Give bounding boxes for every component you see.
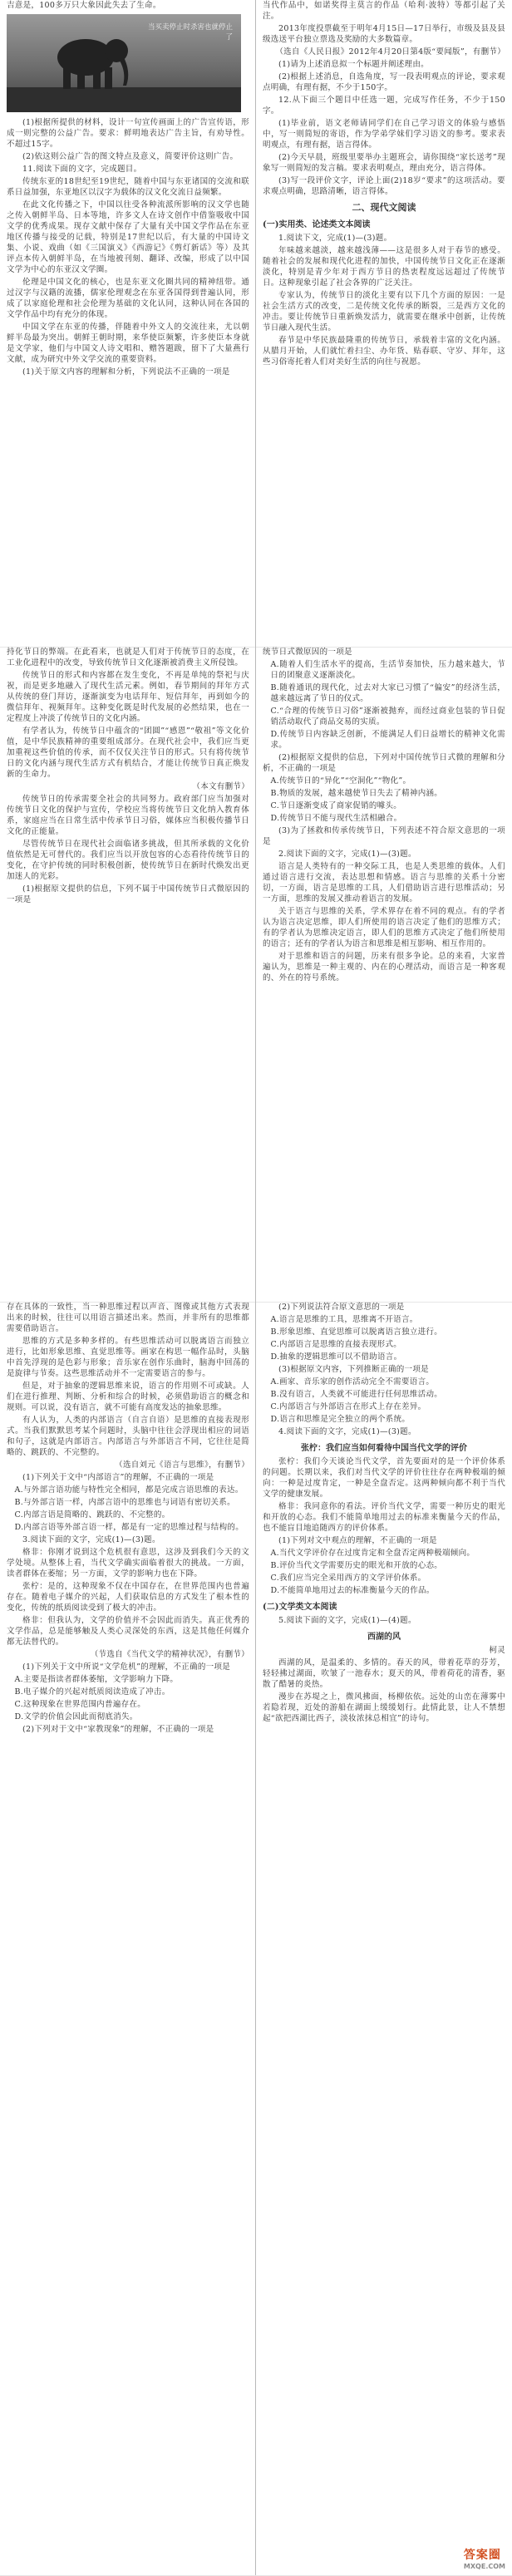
paragraph: 在此文化传播之下，中国以往受各种流派所影响的汉文学也随之传入朝鲜半岛、日本等地，许多文人在诗文创作中借鉴吸收中国文学的优秀成果。现存文献中保存了大量有关中国文学作品在东亚地区传播与接受的记载，特别是17世纪以后，有大量的中国诗文集、小说、戏曲（如《三国演义》《西游记》《剪灯新话》等）及其评点本传入朝鲜半岛，在当地被刊刻、翻译、改编，形成了以中国文学为中心的东亚汉文学圈。 bbox=[7, 200, 249, 274]
paragraph: 3.阅读下面的文字，完成(1)—(3)题。 bbox=[22, 1535, 160, 1544]
answer-option: C.内部语言是思维的直接表现形式。 bbox=[270, 1340, 402, 1349]
paragraph: 西湖的风，是温柔的、多情的。春天的风，带着花草的芬芳，轻轻拂过湖面，吹皱了一池春水；夏天的风，带着荷花的清香，驱散了酷暑的炎热。 bbox=[263, 1658, 505, 1689]
answer-option: B.与外部言语一样，内部言语中的思维也与词语有密切关系。 bbox=[14, 1498, 235, 1507]
answer-option: D.内部言语等外部言语一样，都是有一定的思维过程与结构的。 bbox=[14, 1523, 244, 1532]
paragraph: 对于思维和语言的问题，历来有很多争论。总的来看，大家普遍认为，思维是一种主观的、内在的心理活动，而语言是一种客观的、外在的符号系统。 bbox=[263, 952, 505, 983]
ad-photo-caption: 当买卖停止时杀害也就停止了 bbox=[147, 23, 233, 42]
answer-option: C.“合理的传统节日习俗”逐渐被抛弃，而经过商业包装的节日促销活动取代了商品交易的实质。 bbox=[270, 707, 505, 727]
paragraph: 漫步在苏堤之上，微风拂面，杨柳依依。远处的山峦在薄雾中若隐若现，近处的游船在湖面上缓缓划行。此情此景，让人不禁想起“欲把西湖比西子，淡妆浓抹总相宜”的诗句。 bbox=[263, 1692, 505, 1723]
paragraph: 思维的方式是多种多样的。有些思维活动可以脱离语言而独立进行，比如形象思维、直觉思维等。画家在构思一幅作品时，头脑中首先浮现的是色彩与形象；音乐家在创作乐曲时，脑海中回荡的是旋律与节奏。这些思维活动并不一定需要语言的参与。 bbox=[7, 1337, 249, 1378]
paragraph: 伦理是中国文化的核心，也是东亚文化圈共同的精神纽带。通过汉字与汉籍的流播，儒家伦理观念在东亚各国得到普遍认同，形成了以家庭伦理和社会伦理为基础的文化认同，这种认同在各国的文学作品中均有充分的体现。 bbox=[7, 278, 249, 319]
column-divider bbox=[255, 647, 256, 1302]
paragraph: 格非：你刚才说到这个危机很有意思，这涉及到我们今天的文学处境。从整体上看，当代文学确实面临着很大的挑战。一方面，读者群体在萎缩；另一方面，文学的影响力也在下降。 bbox=[7, 1548, 249, 1579]
answer-option: D.传统节日不能与现代生活相融合。 bbox=[270, 814, 402, 823]
paragraph: 当代作品中，如诺奖得主莫言的作品（哈利·波特）等都引起了关注。 bbox=[263, 1, 505, 21]
paragraph: 有学者认为，传统节日中蕴含的“团圆”“感恩”“敬祖”等文化价值，是中华民族精神的重要组成部分。在现代社会中，我们应当更加重视这些价值的传承，而不仅仅关注节日的形式。只有将传统节日的文化内涵与现代生活方式有机结合，才能让传统节日真正焕发新的生命力。 bbox=[7, 727, 249, 779]
paragraph: 传统节日的传承需要全社会的共同努力。政府部门应当加强对传统节日文化的保护与宣传，学校应当将传统节日文化纳入教育体系，家庭应当在日常生活中传承节日习俗，媒体应当积极传播节日文化的正能量。 bbox=[7, 795, 249, 836]
site-watermark bbox=[464, 2546, 505, 2570]
paragraph: (1)下列关于文中所说“文学危机”的理解，不正确的一项是 bbox=[22, 1662, 231, 1672]
answer-option: B.随着通讯的现代化，过去对大家已习惯了“偏安”的经济生活，越来越远离了节日的仪式。 bbox=[270, 683, 505, 703]
answer-option: B.形象思维、直觉思维可以脱离语言独立进行。 bbox=[270, 1327, 443, 1337]
paragraph: 有人认为，人类的内部语言（自言自语）是思维的直接表现形式。当我们默默思考某个问题时，头脑中往往会浮现出相应的词语和句子，这就是内部语言。内部语言与外部语言不同，它往往是简略的、跳跃的、不完整的。 bbox=[7, 1416, 249, 1457]
answer-option: A.语言是思维的工具，思维离不开语言。 bbox=[270, 1315, 418, 1324]
paragraph: (2)下列说法符合原文意思的一项是 bbox=[278, 1303, 405, 1312]
subsection-heading: (一)实用类、论述类文本阅读 bbox=[263, 220, 371, 229]
paragraph: 格非：我同意你的看法。评价当代文学，需要一种历史的眼光和开放的心态。我们不能简单地用过去的标准来衡量今天的作品，也不能盲目地追随西方的评价体系。 bbox=[263, 1502, 505, 1533]
paragraph: 吉意是，100多万只大象因此失去了生命。 bbox=[7, 1, 161, 10]
source-note: （选自刘元《语言与思维》，有删节） bbox=[115, 1460, 249, 1470]
paragraph: 春节是中华民族最隆重的传统节日，承载着丰富的文化内涵。从腊月开始，人们就忙着扫尘、办年货、贴春联、守岁、拜年，这些习俗寄托着人们对美好生活的向往与祝愿。 bbox=[263, 336, 505, 367]
paragraph: 统节日式微原因的一项是 bbox=[263, 648, 352, 657]
paragraph: 持化节日的弊端。在此看来，也就是人们对于传统节日的态度，在工业化进程中的改变，导致传统节日文化逐渐被消费主义所侵蚀。 bbox=[7, 648, 249, 667]
source-note: （节选自《当代文学的精神状况》，有删节） bbox=[90, 1650, 249, 1659]
left-column bbox=[7, 1302, 249, 2575]
column-divider bbox=[255, 0, 256, 647]
answer-option: D.文学的价值会因此而彻底消失。 bbox=[14, 1712, 138, 1721]
paragraph: (2)根据原文提供的信息，下列对中国传统节日式微的理解和分析，不正确的一项是 bbox=[263, 753, 505, 773]
paragraph: 5.阅读下面的文字，完成(1)—(4)题。 bbox=[278, 1616, 416, 1625]
paragraph: 传统节日的形式和内容都在发生变化，不再是单纯的祭祀与庆祝，而是更多地融入了现代生活元素。例如，春节期间的拜年方式从传统的登门拜访，逐渐演变为电话拜年、短信拜年，再到如今的微信拜年、视频拜年。这种变化既是时代发展的必然结果，也在一定程度上冲淡了传统节日的文化内涵。 bbox=[7, 671, 249, 723]
right-column bbox=[263, 1302, 505, 2575]
paragraph: 中国文学在东亚的传播，伴随着中外文人的交流往来，尤以朝鲜半岛最为突出。朝鲜王朝时期，来华使臣频繁，许多使臣本身就是文学家，他们与中国文人诗文唱和、赠答题跋，留下了大量燕行文献，成为研究中外文学交流的重要资料。 bbox=[7, 323, 249, 364]
paragraph: 2.阅读下面的文字，完成(1)—(3)题。 bbox=[278, 850, 416, 859]
subsection-heading: (二)文学类文本阅读 bbox=[263, 1603, 337, 1612]
answer-option: C.这种现象在世界范围内普遍存在。 bbox=[14, 1700, 146, 1709]
answer-option: D.语言和思维是完全独立的两个系统。 bbox=[270, 1415, 411, 1424]
section-heading: 二、现代文阅读 bbox=[352, 202, 416, 213]
paragraph: 12.从下面三个题目中任选一题，完成写作任务，不少于150字。 bbox=[263, 96, 505, 116]
paragraph: (1)根据所提供的材料，设计一句宣传画面上的广告宣传语，形成一则完整的公益广告。要求：鲜明地表达广告主旨，有劝导性。不超过15字。 bbox=[7, 118, 249, 149]
subsection-heading: 西湖的风 bbox=[367, 1633, 401, 1642]
answer-option: D.不能简单地用过去的标准衡量今天的作品。 bbox=[270, 1586, 435, 1595]
answer-option: A.与外部言语功能与特性完全相同，都是完成言语思维的表达。 bbox=[14, 1485, 244, 1495]
elephant-silhouette-icon bbox=[40, 26, 140, 92]
paragraph: 张柠：是的，这种现象不仅在中国存在，在世界范围内也普遍存在。随着电子媒介的兴起，人们获取信息的方式发生了根本性的变化，传统的纸质阅读受到了极大的冲击。 bbox=[7, 1582, 249, 1613]
paragraph: 2013年度投票截至于明年4月15日—17日举行，市级及县及县级选送平台独立票选及奖励的大多数篇章。 bbox=[263, 24, 505, 44]
paragraph: 1.阅读下文，完成(1)—(3)题。 bbox=[278, 234, 392, 243]
paragraph: 11.阅读下面的文字，完成题目。 bbox=[22, 165, 142, 174]
right-column bbox=[263, 0, 505, 647]
paragraph: 但是，对于抽象的逻辑思维来说，语言的作用则不可或缺。人们在进行推理、判断、分析和综合的时候，必须借助语言的概念和规则。可以说，没有语言，就不可能有高度发达的抽象思维。 bbox=[7, 1382, 249, 1412]
paragraph: (1)下列对文中观点的理解，不正确的一项是 bbox=[278, 1536, 437, 1545]
paragraph: (1)请为上述消息拟一个标题并阐述理由。 bbox=[278, 60, 429, 69]
answer-option: D.抽象的逻辑思维可以不借助语言。 bbox=[270, 1352, 402, 1362]
answer-option: D.传统节日内容缺乏创新，不能满足人们日益增长的精神文化需求。 bbox=[270, 730, 505, 750]
paragraph: (3)写一段评价文字，评论上面(2)18岁“要求”的这项活动。要求观点明确，思路清晰，语言得体。 bbox=[263, 176, 505, 196]
paragraph: 格非：但我认为，文学的价值并不会因此而消失。真正优秀的文学作品，总是能够触及人类心灵深处的东西，这是其他任何媒介都无法替代的。 bbox=[7, 1616, 249, 1647]
answer-option: B.没有语言，人类就不可能进行任何思维活动。 bbox=[270, 1390, 443, 1399]
answer-option: C.内部语言与外部语言在形式上存在差异。 bbox=[270, 1402, 426, 1411]
paragraph: 专家认为，传统节日的淡化主要有以下几个方面的原因：一是社会生活方式的改变，二是传统文化传承的断裂，三是西方文化的冲击。要让传统节日重新焕发活力，就需要在继承中创新，让传统节日融入现代生活。 bbox=[263, 291, 505, 332]
answer-option: A.传统节日的“异化”“空洞化”“物化”。 bbox=[270, 776, 411, 786]
paragraph: (3)为了拯救和传承传统节日，下列表述不符合原文意思的一项是 bbox=[263, 826, 505, 846]
answer-option: A.当代文学评价存在过度肯定和全盘否定两种极端倾向。 bbox=[270, 1549, 475, 1558]
paragraph: 传统东亚的18世纪至19世纪，随着中国与东亚诸国的交流和联系日益加强，东亚地区以汉字为载体的汉文化交流日益频繁。 bbox=[7, 177, 249, 197]
paragraph: (2)依这则公益广告的图文特点及意义，简要评价这则广告。 bbox=[22, 152, 239, 161]
answer-option: A.主要是指读者群体萎缩，文学影响力下降。 bbox=[14, 1675, 179, 1684]
answer-option: C.节日逐渐变成了商家促销的噱头。 bbox=[270, 801, 402, 810]
paragraph: (1)关于原文内容的理解和分析，下列说法不正确的一项是 bbox=[22, 367, 230, 377]
page-section-1 bbox=[0, 0, 512, 648]
answer-option: A.随着人们生活水平的提高，生活节奏加快，压力越来越大，节日的团聚意义逐渐淡化。 bbox=[270, 660, 505, 680]
watermark-brand: 答案圈 bbox=[463, 2549, 501, 2562]
answer-option: C.内部言语是简略的、跳跃的、不完整的。 bbox=[14, 1510, 170, 1519]
paragraph: (3)根据原文内容，下列推断正确的一项是 bbox=[278, 1365, 429, 1374]
column-divider bbox=[255, 1302, 256, 2575]
paragraph: (2)下列对于文中“家教现象”的理解，不正确的一项是 bbox=[22, 1725, 214, 1734]
subsection-heading: 张柠：我们应当如何看待中国当代文学的评价 bbox=[301, 1444, 467, 1453]
right-column bbox=[263, 647, 505, 1302]
paragraph: (2)根据上述消息，自选角度，写一段表明观点的评论，要求观点明确，有理有据，不少于150字。 bbox=[263, 72, 505, 92]
page-section-3 bbox=[0, 1302, 512, 2576]
paragraph: (1)下列关于文中“内部语言”的理解，不正确的一项是 bbox=[22, 1473, 214, 1482]
source-note: （选自《人民日报》2012年4月20日第4版“要闻版”，有删节） bbox=[275, 47, 505, 57]
answer-option: B.评价当代文学需要历史的眼光和开放的心态。 bbox=[270, 1561, 443, 1570]
paragraph: 年味越来越淡，越来越浅薄——这是很多人对于春节的感受。随着社会的发展和现代化进程的加快，中国传统节日文化正在逐渐淡化，特别是青少年对于西方节日的热衷程度远远超过了传统节日。这种现象引起了社会各界的广泛关注。 bbox=[263, 246, 505, 288]
paragraph: 关于语言与思维的关系，学术界存在着不同的观点。有的学者认为语言决定思维，即人们所使用的语言决定了他们的思维方式；有的学者认为思维决定语言，即人们的思维方式决定了他们所使用的语言；还有的学者认为语言和思维是相互影响、相互作用的。 bbox=[263, 907, 505, 948]
watermark-url: MXQE.COM bbox=[463, 2563, 505, 2570]
source-note: （本文有删节） bbox=[192, 782, 249, 791]
paragraph: 尽管传统节日在现代社会面临诸多挑战，但其所承载的文化价值依然是无可替代的。我们应当以开放包容的心态看待传统节日的变化，在守护传统的同时积极创新，使传统节日在新时代焕发出更加迷人的光彩。 bbox=[7, 840, 249, 881]
source-note: 柯灵 bbox=[489, 1646, 505, 1655]
paragraph: (2)今天早晨，班级里要举办主题班会，请你围绕“家长送考”现象写一则简短的发言稿。要求表明观点，理由充分，语言得体。 bbox=[263, 153, 505, 173]
paragraph: 语言是人类特有的一种交际工具，也是人类思维的载体。人们通过语言进行交流，表达思想和情感。语言与思维的关系十分密切，一方面，语言是思维的工具，人们借助语言进行思维活动；另一方面，思维的发展又推动着语言的发展。 bbox=[263, 862, 505, 904]
page-section-2 bbox=[0, 647, 512, 1303]
ad-photo bbox=[7, 14, 241, 112]
left-column bbox=[7, 0, 249, 647]
paragraph: 张柠：我们今天谈论当代文学，首先要面对的是一个评价体系的问题。长期以来，我们对当代文学的评价往往存在两种极端的倾向：一种是过度肯定，一种是全盘否定。这两种倾向都不利于当代文学的健康发展。 bbox=[263, 1457, 505, 1499]
answer-option: B.电子媒介的兴起对纸质阅读造成了冲击。 bbox=[14, 1687, 170, 1697]
answer-option: A.画家、音乐家的创作活动完全不需要语言。 bbox=[270, 1377, 435, 1387]
paragraph: (1)根据原文提供的信息，下列不属于中国传统节日式微原因的一项是 bbox=[7, 884, 249, 904]
answer-option: B.物质的发展，越来越使节日失去了精神内涵。 bbox=[270, 789, 443, 798]
paragraph: 4.阅读下面的文字，完成(1)—(3)题。 bbox=[278, 1427, 416, 1436]
paragraph: 存在具体的一致性，当一种思维过程以声音、图像或其他方式表现出来的时候，往往可以用语言描述出来。然而，并非所有的思维都需要借助语言。 bbox=[7, 1303, 249, 1333]
answer-option: C.我们应当完全采用西方的文学评价体系。 bbox=[270, 1574, 426, 1583]
left-column bbox=[7, 647, 249, 1302]
paragraph: (1)毕业前，语文老师请同学们在自己学习语文的体验与感悟中，写一则简短的寄语，作为学弟学妹们学习语文的参考。要求表明观点，有理有据，语言得体。 bbox=[263, 119, 505, 150]
